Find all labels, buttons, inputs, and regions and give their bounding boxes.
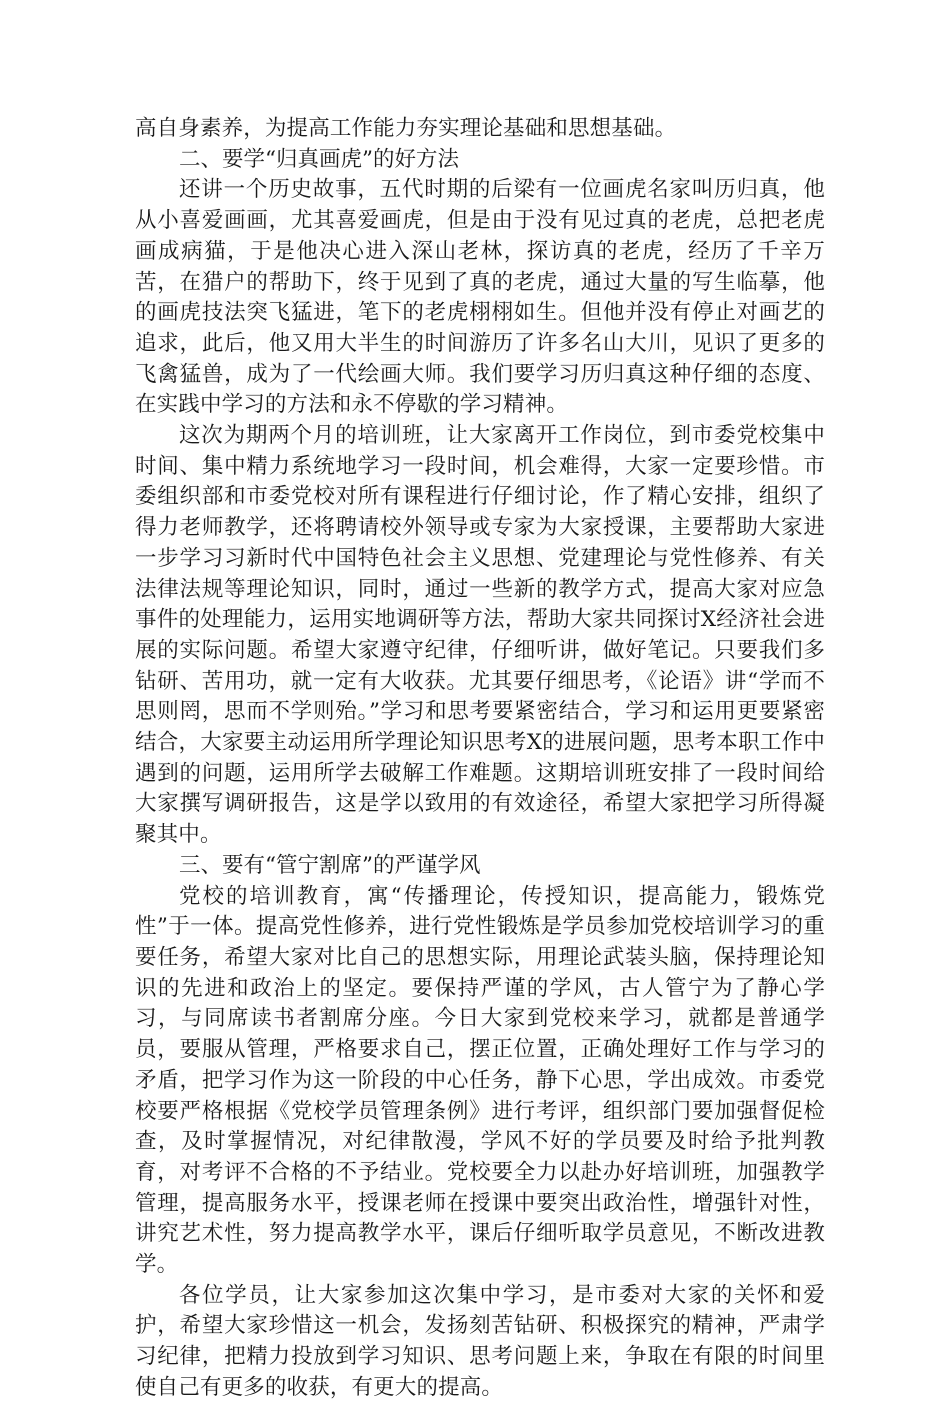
paragraph-closing: 各位学员，让大家参加这次集中学习，是市委对大家的关怀和爱护，希望大家珍惜这一机会，发扬刻苦钻研、积极探究的精神，严肃学习纪律，把精力投放到学习知识、思考问题上来，争取在有限的时间里使自己有更多的收获，有更大的提高。 [135,1282,825,1400]
paragraph-story: 还讲一个历史故事，五代时期的后梁有一位画虎名家叫历归真，他从小喜爱画画，尤其喜爱画虎，但是由于没有见过真的老虎，总把老虎画成病猫，于是他决心进入深山老林，探访真的老虎，经历了千辛万苦，在猎户的帮助下，终于见到了真的老虎，通过大量的写生临摹，他的画虎技法突飞猛进，笔下的老虎栩栩如生。但他并没有停止对画艺的追求，此后，他又用大半生的时间游历了许多名山大川，见识了更多的飞禽猛兽，成为了一代绘画大师。我们要学习历归真这种仔细的态度、在实践中学习的方法和永不停歇的学习精神。 [135,177,825,418]
paragraph-study-style: 党校的培训教育，寓“传播理论，传授知识，提高能力，锻炼党性”于一体。提高党性修养，进行党性锻炼是学员参加党校培训学习的重要任务，希望大家对比自己的思想实际，用理论武装头脑，保持理论知识的先进和政治上的坚定。要保持严谨的学风，古人管宁为了静心学习，与同席读书者割席分座。今日大家到党校来学习，就都是普通学员，要服从管理，严格要求自己，摆正位置，正确处理好工作与学习的矛盾，把学习作为这一阶段的中心任务，静下心思，学出成效。市委党校要严格根据《党校学员管理条例》进行考评，组织部门要加强督促检查，及时掌握情况，对纪律散漫，学风不好的学员要及时给予批判教育，对考评不合格的不予结业。党校要全力以赴办好培训班，加强教学管理，提高服务水平，授课老师在授课中要突出政治性，增强针对性，讲究艺术性，努力提高教学水平，课后仔细听取学员意见，不断改进教学。 [135,883,825,1278]
section-heading-two: 二、要学“归真画虎”的好方法 [179,146,459,172]
paragraph-continuation: 高自身素养，为提高工作能力夯实理论基础和思想基础。 [135,116,677,141]
section-heading-three: 三、要有“管宁割席”的严谨学风 [179,852,481,878]
paragraph-training-class: 这次为期两个月的培训班，让大家离开工作岗位，到市委党校集中时间、集中精力系统地学习一段时间，机会难得，大家一定要珍惜。市委组织部和市委党校对所有课程进行仔细讨论，作了精心安排，组织了得力老师教学，还将聘请校外领导或专家为大家授课，主要帮助大家进一步学习习新时代中国特色社会主义思想、党建理论与党性修养、有关法律法规等理论知识，同时，通过一些新的教学方式，提高大家对应急事件的处理能力，运用实地调研等方法，帮助大家共同探讨X经济社会进展的实际问题。希望大家遵守纪律，仔细听讲，做好笔记。只要我们多钻研、苦用功，就一定有大收获。尤其要仔细思考，《论语》讲“学而不思则罔，思而不学则殆。”学习和思考要紧密结合，学习和运用更要紧密结合，大家要主动运用所学理论知识思考X的进展问题，思考本职工作中遇到的问题，运用所学去破解工作难题。这期培训班安排了一段时间给大家撰写调研报告，这是学以致用的有效途径，希望大家把学习所得凝聚其中。 [135,423,825,848]
